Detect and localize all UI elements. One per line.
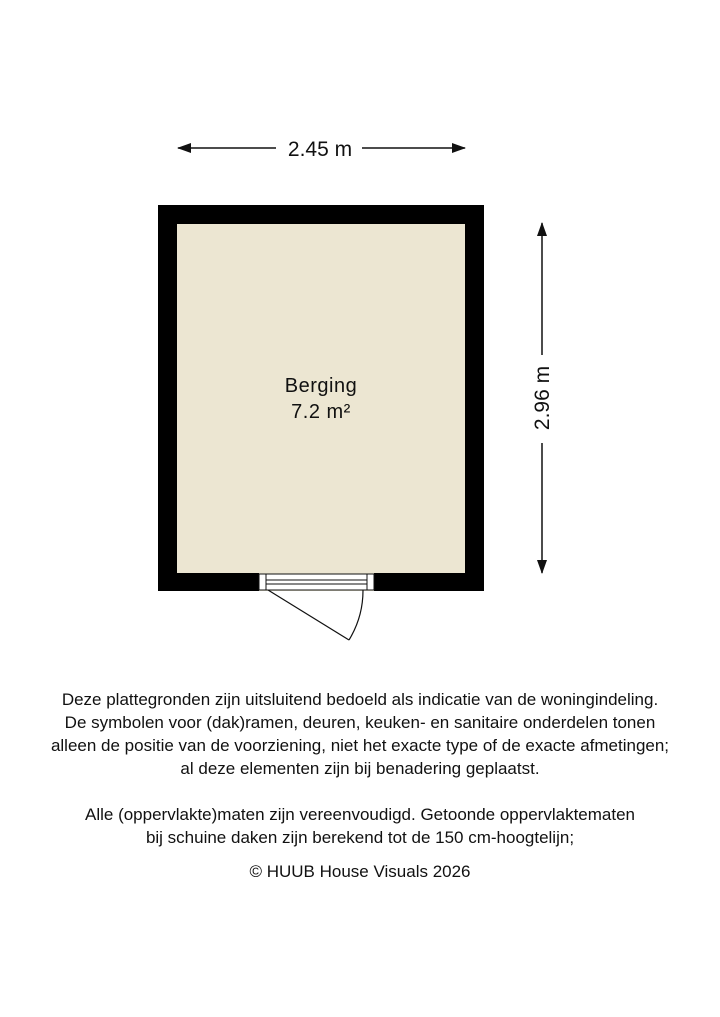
room-name-label: Berging — [284, 375, 358, 397]
disclaimer-line: Alle (oppervlakte)maten zijn vereenvoudigd. Getoonde oppervlaktematen — [85, 805, 635, 824]
disclaimer-paragraph-2 — [0, 803, 720, 849]
door-leaf — [268, 590, 349, 640]
room-floor — [158, 205, 484, 591]
door-threshold — [259, 574, 374, 590]
disclaimer-paragraph-1 — [0, 688, 720, 780]
width-dimension — [178, 138, 465, 161]
wall-bottom-left — [158, 573, 259, 591]
room-area-label: 7.2 m² — [291, 401, 351, 423]
disclaimer-line: Deze plattegronden zijn uitsluitend bedoeld als indicatie van de woningindeling. — [61, 690, 659, 709]
height-dimension-label: 2.96 m — [531, 365, 554, 431]
disclaimer — [0, 688, 720, 872]
width-dimension-label: 2.45 m — [287, 138, 353, 161]
disclaimer-line: al deze elementen zijn bij benadering geplaatst. — [180, 759, 540, 778]
disclaimer-line: De symbolen voor (dak)ramen, deuren, keuken- en sanitaire onderdelen tonen — [64, 713, 656, 732]
disclaimer-line: bij schuine daken zijn berekend tot de 150 cm-hoogtelijn; — [145, 828, 575, 847]
height-dimension — [531, 223, 554, 573]
wall-top — [158, 205, 484, 224]
room-berging — [158, 205, 484, 591]
disclaimer-line: alleen de positie van de voorziening, niet het exacte type of de exacte afmetingen; — [50, 736, 670, 755]
door-jamb-right — [367, 574, 374, 590]
wall-bottom-right — [374, 573, 484, 591]
door-jamb-left — [259, 574, 266, 590]
copyright-notice: © HUUB House Visuals 2026 — [249, 862, 471, 881]
door-swing-arc — [349, 590, 363, 640]
wall-right — [465, 205, 484, 591]
door — [259, 574, 374, 640]
wall-left — [158, 205, 177, 591]
